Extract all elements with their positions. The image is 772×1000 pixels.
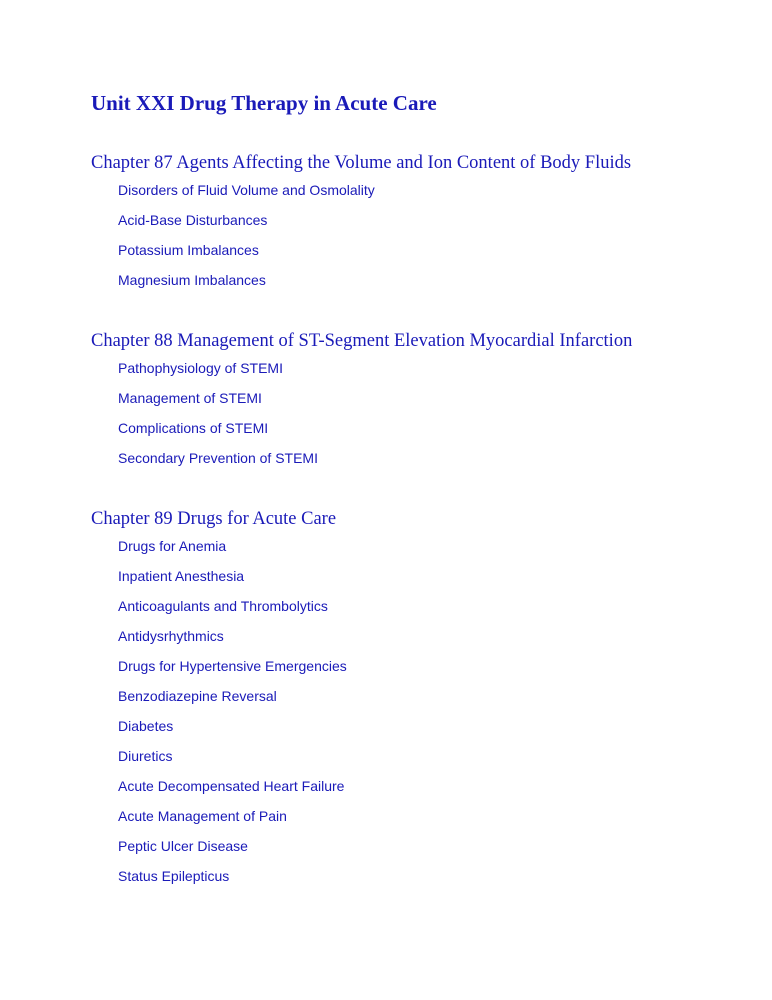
section-link[interactable]: Benzodiazepine Reversal: [118, 688, 277, 704]
section-link[interactable]: Diabetes: [118, 718, 174, 734]
section-link[interactable]: Status Epilepticus: [118, 868, 230, 884]
section-link[interactable]: Diuretics: [118, 748, 173, 764]
section-link[interactable]: Potassium Imbalances: [118, 242, 259, 258]
chapter-89: [91, 507, 761, 898]
section-link[interactable]: Acute Decompensated Heart Failure: [118, 778, 345, 794]
chapter-87: [91, 151, 761, 302]
section-link[interactable]: Disorders of Fluid Volume and Osmolality: [118, 182, 375, 198]
section-link[interactable]: Pathophysiology of STEMI: [118, 360, 283, 376]
section-link[interactable]: Antidysrhythmics: [118, 628, 224, 644]
chapter-88: [91, 329, 761, 480]
section-link[interactable]: Acid-Base Disturbances: [118, 212, 268, 228]
section-link[interactable]: Anticoagulants and Thrombolytics: [118, 598, 328, 614]
section-link[interactable]: Secondary Prevention of STEMI: [118, 450, 318, 466]
section-link[interactable]: Complications of STEMI: [118, 420, 269, 436]
section-link[interactable]: Peptic Ulcer Disease: [118, 838, 248, 854]
section-link[interactable]: Management of STEMI: [118, 390, 262, 406]
section-link[interactable]: Acute Management of Pain: [118, 808, 287, 824]
unit-title: Unit XXI Drug Therapy in Acute Care: [91, 91, 437, 115]
section-link[interactable]: Inpatient Anesthesia: [118, 568, 245, 584]
chapter-title[interactable]: Chapter 88 Management of ST-Segment Elevation Myocardial Infarction: [91, 331, 633, 351]
section-link[interactable]: Drugs for Anemia: [118, 538, 227, 554]
chapter-title[interactable]: Chapter 87 Agents Affecting the Volume and Ion Content of Body Fluids: [91, 153, 632, 173]
section-list: [91, 182, 761, 288]
chapter-title[interactable]: Chapter 89 Drugs for Acute Care: [91, 509, 337, 529]
section-link[interactable]: Drugs for Hypertensive Emergencies: [118, 658, 347, 674]
section-list: [91, 538, 761, 884]
section-link[interactable]: Magnesium Imbalances: [118, 272, 266, 288]
section-list: [91, 360, 761, 466]
